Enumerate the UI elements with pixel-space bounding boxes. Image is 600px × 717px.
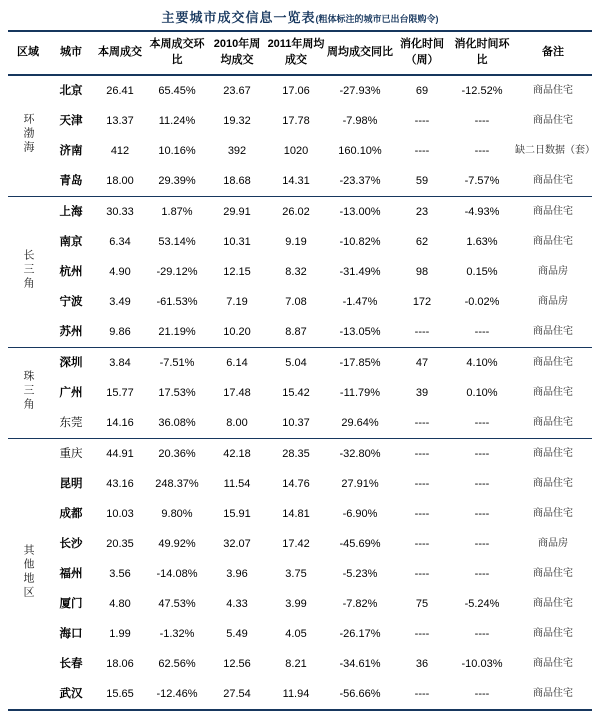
- cell-avg-yoy: 160.10%: [338, 144, 382, 157]
- cell-week-wow: 248.37%: [155, 477, 199, 490]
- cell-week-wow: 47.53%: [158, 597, 196, 610]
- cell-digest-wow: ----: [474, 144, 490, 157]
- cell-avg-2011: 10.37: [282, 416, 310, 429]
- cell-avg-2010: 392: [227, 144, 247, 157]
- cell-week-wow: 11.24%: [158, 114, 196, 127]
- cell-avg-yoy: -34.61%: [339, 657, 381, 670]
- cell-note: 商品住宅: [533, 326, 573, 338]
- cell-digest-wow: 0.15%: [466, 265, 498, 278]
- table-row: [8, 196, 592, 227]
- cell-note: 商品住宅: [533, 568, 573, 580]
- cell-city: 福州: [59, 567, 83, 580]
- region-label: 环渤海: [22, 113, 35, 156]
- cell-avg-2011: 26.02: [282, 205, 310, 218]
- cell-digest-wow: ----: [474, 325, 490, 338]
- cell-city: 东莞: [59, 416, 83, 429]
- column-header-8: 消化时间环比: [454, 38, 510, 66]
- cell-digest-wow: 4.10%: [466, 356, 498, 369]
- cell-note: 商品住宅: [533, 357, 573, 369]
- table-row: [8, 75, 592, 106]
- column-header-2: 本周成交: [98, 45, 142, 58]
- cell-digest-weeks: 36: [415, 657, 429, 670]
- cell-city: 上海: [59, 205, 83, 218]
- table-row: [8, 619, 592, 649]
- cell-city: 成都: [59, 507, 83, 520]
- cell-week-volume: 43.16: [106, 477, 134, 490]
- cell-digest-wow: ----: [474, 477, 490, 490]
- cell-avg-yoy: -32.80%: [339, 447, 381, 460]
- cell-city: 武汉: [59, 687, 83, 700]
- table-row: [8, 287, 592, 317]
- cell-avg-2011: 3.99: [285, 597, 307, 610]
- cell-note: 商品住宅: [533, 508, 573, 520]
- cell-week-volume: 1.99: [109, 627, 131, 640]
- cell-avg-yoy: -13.00%: [339, 205, 381, 218]
- cell-avg-2010: 8.00: [226, 416, 248, 429]
- cell-avg-yoy: -1.47%: [342, 295, 378, 308]
- cell-avg-2011: 5.04: [285, 356, 307, 369]
- cell-avg-2010: 29.91: [223, 205, 251, 218]
- cell-digest-weeks: ----: [414, 325, 430, 338]
- cell-avg-yoy: -6.90%: [342, 507, 378, 520]
- cell-avg-2010: 6.14: [226, 356, 248, 369]
- cell-digest-weeks: ----: [414, 447, 430, 460]
- cell-avg-2010: 11.54: [223, 477, 251, 490]
- cell-note: 商品住宅: [533, 236, 573, 248]
- cell-avg-yoy: -31.49%: [339, 265, 381, 278]
- cell-week-wow: 49.92%: [158, 537, 196, 550]
- cell-week-volume: 14.16: [106, 416, 134, 429]
- cell-avg-yoy: -5.23%: [342, 567, 378, 580]
- cell-avg-2011: 9.19: [285, 235, 307, 248]
- cell-week-volume: 9.86: [109, 325, 131, 338]
- cell-avg-2010: 12.56: [223, 657, 251, 670]
- cell-note: 商品房: [538, 296, 568, 308]
- cell-week-wow: -7.51%: [159, 356, 195, 369]
- cell-avg-2011: 14.76: [282, 477, 310, 490]
- cell-week-wow: 65.45%: [158, 84, 196, 97]
- cell-avg-2010: 10.20: [223, 325, 251, 338]
- region-label: 长三角: [22, 249, 35, 292]
- cell-avg-yoy: -26.17%: [339, 627, 381, 640]
- cell-avg-2011: 7.08: [285, 295, 307, 308]
- cell-digest-wow: -4.93%: [464, 205, 500, 218]
- cell-digest-weeks: ----: [414, 567, 430, 580]
- cell-digest-wow: ----: [474, 567, 490, 580]
- cell-city: 苏州: [59, 325, 83, 338]
- cell-digest-wow: ----: [474, 114, 490, 127]
- cell-week-wow: -1.32%: [159, 627, 195, 640]
- column-header-7: 消化时间（周）: [400, 38, 444, 66]
- cell-note: 商品住宅: [533, 628, 573, 640]
- table-body: [8, 75, 595, 710]
- cell-week-volume: 13.37: [106, 114, 134, 127]
- cell-digest-weeks: ----: [414, 627, 430, 640]
- cell-avg-2010: 19.32: [223, 114, 251, 127]
- cell-digest-weeks: 172: [412, 295, 432, 308]
- cell-avg-2011: 14.81: [282, 507, 310, 520]
- cell-week-volume: 20.35: [106, 537, 134, 550]
- page-title: [0, 0, 600, 28]
- table-row: [8, 347, 592, 378]
- cell-avg-2010: 42.18: [223, 447, 251, 460]
- cell-digest-wow: ----: [474, 507, 490, 520]
- cell-digest-weeks: 47: [415, 356, 429, 369]
- table-row: [8, 499, 592, 529]
- cell-city: 海口: [59, 627, 83, 640]
- cell-week-volume: 4.80: [109, 597, 131, 610]
- table-row: [8, 227, 592, 257]
- cell-avg-2010: 4.33: [226, 597, 248, 610]
- page-title-main: 主要城市成交信息一览表: [161, 10, 316, 25]
- table-row: [8, 166, 592, 197]
- cell-digest-weeks: ----: [414, 144, 430, 157]
- cell-digest-wow: -12.52%: [461, 84, 503, 97]
- cell-city: 北京: [59, 84, 83, 97]
- column-header-4: 2010年周均成交: [213, 38, 261, 66]
- cell-avg-yoy: -23.37%: [339, 174, 381, 187]
- cell-note: 商品住宅: [533, 598, 573, 610]
- cell-avg-2011: 4.05: [285, 627, 307, 640]
- region-label: 其他地区: [22, 544, 35, 601]
- cell-avg-2011: 14.31: [282, 174, 310, 187]
- cell-note: 商品住宅: [533, 448, 573, 460]
- cell-week-volume: 6.34: [109, 235, 131, 248]
- cell-avg-2011: 1020: [283, 144, 309, 157]
- cell-avg-2011: 8.32: [285, 265, 307, 278]
- cell-week-wow: -61.53%: [156, 295, 198, 308]
- table-row: [8, 378, 592, 408]
- cell-note: 缺二日数据（套）: [515, 145, 595, 157]
- cell-avg-yoy: -11.79%: [339, 386, 381, 399]
- cell-week-volume: 3.56: [109, 567, 131, 580]
- cell-digest-weeks: ----: [414, 114, 430, 127]
- cell-digest-wow: ----: [474, 627, 490, 640]
- cell-note: 商品住宅: [533, 417, 573, 429]
- cell-week-volume: 3.49: [109, 295, 131, 308]
- cell-digest-weeks: 39: [415, 386, 429, 399]
- region-cell: [8, 347, 48, 438]
- cell-city: 长沙: [59, 537, 83, 550]
- page-title-sub: (粗体标注的城市已出台限购令): [315, 14, 439, 24]
- cell-digest-wow: ----: [474, 537, 490, 550]
- cell-avg-2011: 17.06: [282, 84, 310, 97]
- table-row: [8, 559, 592, 589]
- cell-avg-yoy: -27.93%: [339, 84, 381, 97]
- cell-note: 商品住宅: [533, 387, 573, 399]
- cell-digest-weeks: ----: [414, 507, 430, 520]
- cell-note: 商品住宅: [533, 85, 573, 97]
- cell-avg-2011: 8.21: [285, 657, 307, 670]
- cell-avg-yoy: -17.85%: [339, 356, 381, 369]
- cell-avg-yoy: 29.64%: [341, 416, 379, 429]
- cell-digest-wow: -0.02%: [464, 295, 500, 308]
- cell-digest-wow: ----: [474, 416, 490, 429]
- column-header-9: 备注: [542, 45, 564, 58]
- cell-city: 重庆: [59, 447, 83, 460]
- cell-note: 商品房: [538, 266, 568, 278]
- cell-avg-yoy: -13.05%: [339, 325, 381, 338]
- cell-avg-2010: 32.07: [223, 537, 251, 550]
- cell-avg-2010: 5.49: [226, 627, 248, 640]
- cell-week-volume: 30.33: [106, 205, 134, 218]
- table-header: [8, 31, 592, 75]
- cell-note: 商品住宅: [533, 175, 573, 187]
- cell-week-wow: 29.39%: [158, 174, 196, 187]
- column-header-5: 2011年周均成交: [267, 38, 325, 66]
- cell-digest-wow: -5.24%: [464, 597, 500, 610]
- table-row: [8, 438, 592, 469]
- cell-avg-2010: 15.91: [223, 507, 251, 520]
- cell-digest-wow: -10.03%: [461, 657, 503, 670]
- cell-city: 广州: [59, 386, 83, 399]
- cell-week-volume: 4.90: [109, 265, 131, 278]
- column-header-0: 区域: [17, 45, 39, 58]
- cell-city: 厦门: [59, 597, 83, 610]
- cell-avg-yoy: -45.69%: [339, 537, 381, 550]
- cell-week-wow: 36.08%: [158, 416, 196, 429]
- cell-week-wow: -12.46%: [156, 687, 198, 700]
- cell-week-volume: 44.91: [106, 447, 134, 460]
- cell-digest-weeks: ----: [414, 416, 430, 429]
- cell-city: 深圳: [59, 356, 83, 369]
- cell-week-wow: 21.19%: [158, 325, 196, 338]
- cell-avg-2011: 3.75: [285, 567, 307, 580]
- cell-week-wow: -29.12%: [156, 265, 198, 278]
- cell-digest-weeks: 59: [415, 174, 429, 187]
- cell-city: 南京: [59, 235, 83, 248]
- cell-avg-2010: 18.68: [223, 174, 251, 187]
- table-row: [8, 317, 592, 348]
- cell-avg-yoy: 27.91%: [341, 477, 379, 490]
- cell-avg-2010: 23.67: [223, 84, 251, 97]
- cell-avg-2010: 10.31: [223, 235, 251, 248]
- cell-city: 青岛: [59, 174, 83, 187]
- table-row: [8, 136, 592, 166]
- cell-avg-2011: 11.94: [282, 687, 310, 700]
- table-row: [8, 529, 592, 559]
- cell-week-volume: 15.65: [106, 687, 134, 700]
- cell-avg-2011: 15.42: [282, 386, 310, 399]
- table-row: [8, 469, 592, 499]
- region-label: 珠三角: [22, 370, 35, 413]
- region-cell: [8, 196, 48, 347]
- cell-avg-2010: 17.48: [223, 386, 251, 399]
- column-header-3: 本周成交环比: [149, 38, 205, 66]
- cell-week-volume: 26.41: [106, 84, 134, 97]
- cell-avg-2010: 27.54: [223, 687, 251, 700]
- cell-week-wow: 17.53%: [158, 386, 196, 399]
- cell-week-wow: 53.14%: [158, 235, 196, 248]
- cell-digest-wow: ----: [474, 687, 490, 700]
- cell-note: 商品住宅: [533, 206, 573, 218]
- column-header-6: 周均成交同比: [327, 45, 393, 58]
- cell-digest-weeks: 75: [415, 597, 429, 610]
- cell-digest-wow: -7.57%: [464, 174, 500, 187]
- cell-city: 长春: [59, 657, 83, 670]
- cell-digest-weeks: ----: [414, 537, 430, 550]
- cell-week-wow: -14.08%: [156, 567, 198, 580]
- region-cell: [8, 438, 48, 710]
- cell-week-volume: 18.00: [106, 174, 134, 187]
- cell-digest-wow: ----: [474, 447, 490, 460]
- cell-avg-2011: 17.42: [282, 537, 310, 550]
- cell-week-wow: 10.16%: [158, 144, 196, 157]
- cell-week-volume: 15.77: [106, 386, 134, 399]
- cell-avg-2010: 12.15: [223, 265, 251, 278]
- cell-digest-weeks: 62: [415, 235, 429, 248]
- cell-week-wow: 20.36%: [158, 447, 196, 460]
- cell-digest-weeks: ----: [414, 477, 430, 490]
- cell-city: 昆明: [59, 477, 83, 490]
- cell-digest-wow: 0.10%: [466, 386, 498, 399]
- table-row: [8, 408, 592, 439]
- cell-avg-2011: 28.35: [282, 447, 310, 460]
- column-header-1: 城市: [60, 45, 82, 58]
- cell-week-volume: 412: [110, 144, 130, 157]
- cell-note: 商品住宅: [533, 115, 573, 127]
- cell-week-volume: 10.03: [106, 507, 134, 520]
- cell-avg-yoy: -7.82%: [342, 597, 378, 610]
- cell-city: 济南: [59, 144, 83, 157]
- cell-digest-weeks: 98: [415, 265, 429, 278]
- cell-week-wow: 9.80%: [161, 507, 193, 520]
- cell-avg-2011: 8.87: [285, 325, 307, 338]
- cell-week-volume: 18.06: [106, 657, 134, 670]
- cell-week-volume: 3.84: [109, 356, 131, 369]
- table-row: [8, 679, 592, 710]
- cell-city: 杭州: [59, 265, 83, 278]
- table-row: [8, 589, 592, 619]
- cell-digest-weeks: 69: [415, 84, 429, 97]
- table-row: [8, 106, 592, 136]
- cell-avg-yoy: -7.98%: [342, 114, 378, 127]
- region-cell: [8, 75, 48, 197]
- table-row: [8, 649, 592, 679]
- cell-note: 商品住宅: [533, 688, 573, 700]
- cell-digest-weeks: ----: [414, 687, 430, 700]
- cell-week-wow: 62.56%: [158, 657, 196, 670]
- cell-note: 商品住宅: [533, 658, 573, 670]
- cell-note: 商品房: [538, 538, 568, 550]
- table-row: [8, 257, 592, 287]
- cell-avg-2011: 17.78: [282, 114, 310, 127]
- cell-note: 商品住宅: [533, 478, 573, 490]
- cell-avg-2010: 7.19: [226, 295, 248, 308]
- cell-avg-2010: 3.96: [226, 567, 248, 580]
- cell-city: 天津: [59, 114, 83, 127]
- cell-city: 宁波: [59, 295, 83, 308]
- table-header-row: [8, 31, 592, 75]
- city-transactions-table: [8, 30, 595, 711]
- cell-week-wow: 1.87%: [161, 205, 193, 218]
- cell-digest-wow: 1.63%: [466, 235, 498, 248]
- cell-avg-yoy: -10.82%: [339, 235, 381, 248]
- cell-digest-weeks: 23: [415, 205, 429, 218]
- cell-avg-yoy: -56.66%: [339, 687, 381, 700]
